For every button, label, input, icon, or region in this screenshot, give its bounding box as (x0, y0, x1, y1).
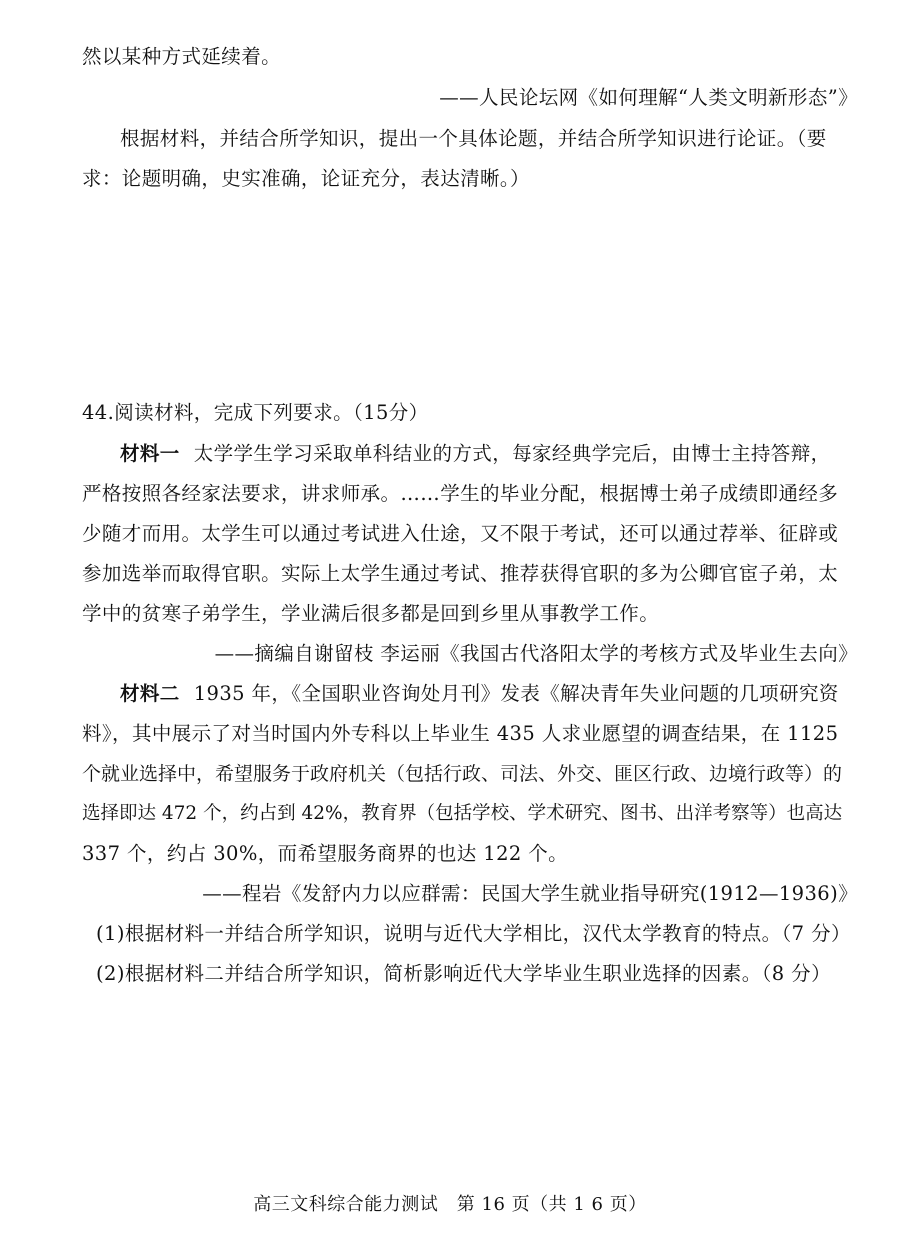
material-one-text: 太学学生学习采取单科结业的方式，每家经典学完后，由博士主持答辩， (193, 442, 831, 465)
material-one-line: 学中的贫寒子弟学生，学业满后很多都是回到乡里从事教学工作。 (82, 602, 660, 625)
material-one-first-line (120, 441, 831, 467)
sub-question-2: (2)根据材料二并结合所学知识，简析影响近代大学毕业生职业选择的因素。（8 分） (96, 962, 831, 985)
material-two-source: ——程岩《发舒内力以应群需：民国大学生就业指导研究(1912—1936)》 (202, 882, 858, 905)
prompt-line: 根据材料，并结合所学知识，提出一个具体论题，并结合所学知识进行论证。（要 (120, 127, 827, 150)
page-footer: 高三文科综合能力测试 第 16 页（共 1 6 页） (253, 1194, 647, 1215)
continuation-line: 然以某种方式延续着。 (82, 45, 282, 68)
prompt-line: 求：论题明确，史实准确，论证充分，表达清晰。） (82, 167, 530, 190)
material-one-line: 少随才而用。太学生可以通过考试进入仕途，又不限于考试，还可以通过荐举、征辟或 (82, 522, 839, 545)
material-one-source: ——摘编自谢留枝 李运丽《我国古代洛阳太学的考核方式及毕业生去向》 (214, 642, 858, 665)
source-citation: ——人民论坛网《如何理解“人类文明新形态”》 (439, 86, 858, 109)
material-two-line: 337 个，约占 30%，而希望服务商界的也达 122 个。 (82, 842, 569, 865)
material-two-first-line (120, 681, 839, 707)
material-one-line: 严格按照各经家法要求，讲求师承。……学生的毕业分配，根据博士弟子成绩即通经多 (82, 482, 839, 505)
material-two-line: 选择即达 472 个，约占到 42%，教育界（包括学校、学术研究、图书、出洋考察等）也高达 (82, 803, 843, 824)
sub-question-1: (1)根据材料一并结合所学知识，说明与近代大学相比，汉代太学教育的特点。（7 分） (96, 922, 851, 945)
question-header: 44.阅读材料，完成下列要求。（15分） (82, 401, 429, 424)
material-one-line: 参加选举而取得官职。实际上太学生通过考试、推荐获得官职的多为公卿官宦子弟，太 (82, 562, 839, 585)
material-one-label: 材料一 (120, 442, 180, 465)
material-two-label: 材料二 (120, 682, 180, 705)
material-two-line: 个就业选择中，希望服务于政府机关（包括行政、司法、外交、匪区行政、边境行政等）的 (82, 763, 843, 785)
material-two-line: 料》，其中展示了对当时国内外专科以上毕业生 435 人求业愿望的调查结果，在 1125 (82, 722, 839, 745)
material-two-text: 1935 年，《全国职业咨询处月刊》发表《解决青年失业问题的几项研究资 (193, 682, 839, 705)
